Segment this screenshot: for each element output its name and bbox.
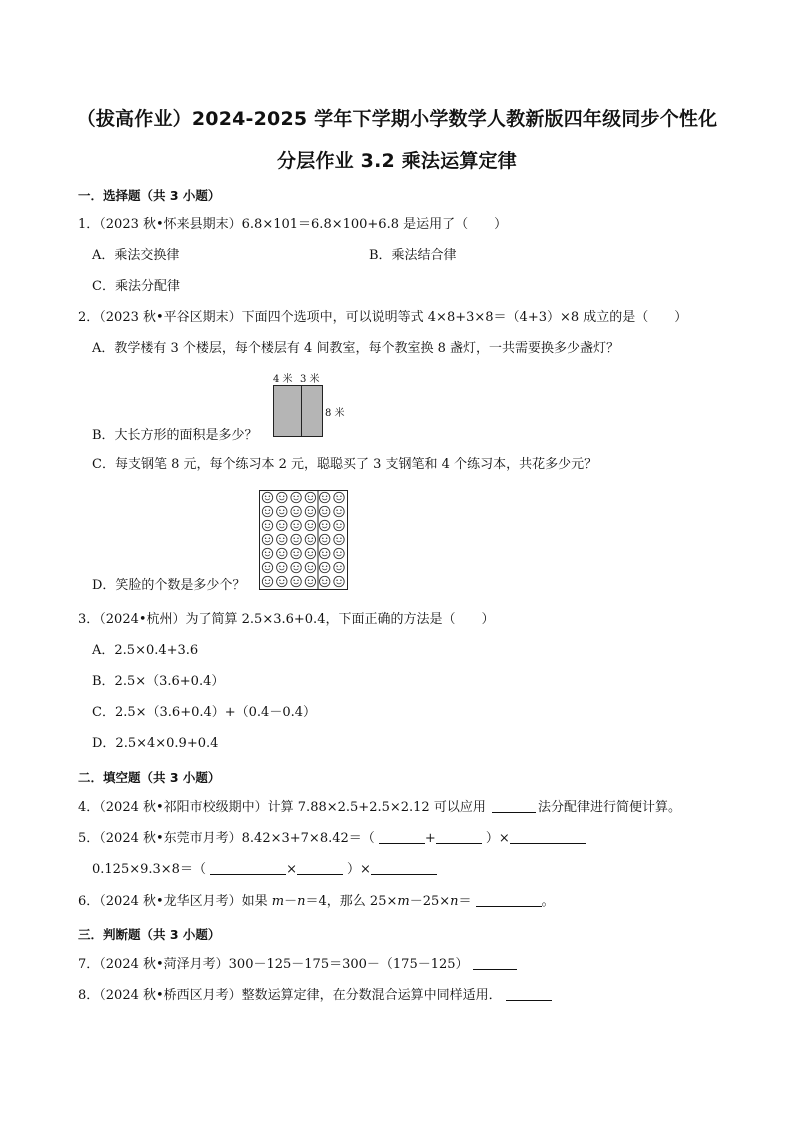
smiley-face-icon <box>334 548 344 558</box>
question-1-option-b: B．乘法结合律 <box>369 248 457 263</box>
smiley-face-icon <box>320 520 330 530</box>
question-2-option-b: B．大长方形的面积是多少？ <box>92 428 258 443</box>
question-6-var-n-2: n <box>450 894 459 909</box>
smiley-face-icon <box>305 520 315 530</box>
question-5-plus: + <box>424 831 436 846</box>
diagram-label-height-8: 8 米 <box>325 408 345 419</box>
question-3-option-d: D．2.5×4×0.9+0.4 <box>92 736 219 751</box>
question-6-equals: ＝ <box>458 894 472 909</box>
question-5-blank-5[interactable] <box>297 861 343 875</box>
rectangle-area-diagram <box>268 370 348 440</box>
smiley-grid-svg <box>259 490 348 590</box>
smiley-face-icon <box>334 576 344 586</box>
question-5-close-times-1: ）× <box>485 831 510 846</box>
smiley-face-icon <box>320 534 330 544</box>
smiley-face-icon <box>320 548 330 558</box>
smiley-face-icon <box>277 548 287 558</box>
question-5-text-2: 0.125×9.3×8＝（ <box>92 862 206 877</box>
question-2-option-c: C．每支钢笔 8 元，每个练习本 2 元，聪聪买了 3 支钢笔和 4 个练习本，共花多少元？ <box>92 457 598 472</box>
question-4-blank[interactable] <box>492 799 536 813</box>
smiley-face-icon <box>277 520 287 530</box>
question-3-option-b: B．2.5×（3.6+0.4） <box>92 674 225 689</box>
smiley-face-icon <box>291 520 301 530</box>
smiley-face-icon <box>305 548 315 558</box>
smiley-face-icon <box>291 492 301 502</box>
question-4 <box>78 799 681 816</box>
smiley-face-icon <box>262 548 272 558</box>
question-5-blank-4[interactable] <box>210 861 286 875</box>
question-6-var-m: m <box>271 894 285 909</box>
smiley-face-icon <box>320 562 330 572</box>
smiley-face-icon <box>291 562 301 572</box>
question-5-blank-3[interactable] <box>510 830 586 844</box>
smiley-grid-diagram <box>259 490 348 590</box>
smiley-face-icon <box>305 506 315 516</box>
question-1-option-c: C．乘法分配律 <box>92 279 180 294</box>
smiley-face-icon <box>320 506 330 516</box>
question-2-option-a: A．教学楼有 3 个楼层，每个楼层有 4 间教室，每个教室换 8 盏灯，一共需要换多少盏灯？ <box>92 341 619 356</box>
document-title-line1: （拔高作业）2024-2025 学年下学期小学数学人教新版四年级同步个性化 <box>76 108 718 130</box>
smiley-face-icon <box>277 506 287 516</box>
rectangle-right-part <box>301 385 323 437</box>
smiley-face-icon <box>262 492 272 502</box>
section-heading-judge: 三．判断题（共 3 小题） <box>78 927 221 942</box>
smiley-face-icon <box>277 576 287 586</box>
document-title-line2: 分层作业 3.2 乘法运算定律 <box>277 150 517 172</box>
question-6-blank[interactable] <box>476 893 542 907</box>
question-7-text: 7．（2024 秋•菏泽月考）300－125－175＝300－（175－125） <box>78 957 469 972</box>
question-5-blank-6[interactable] <box>371 861 437 875</box>
smiley-face-icon <box>320 492 330 502</box>
question-3-stem: 3．（2024•杭州）为了简算 2.5×3.6+0.4，下面正确的方法是（ ） <box>78 612 495 627</box>
smiley-face-icon <box>277 534 287 544</box>
smiley-face-icon <box>262 576 272 586</box>
question-7-blank[interactable] <box>473 956 517 970</box>
question-6 <box>78 893 555 910</box>
question-6-var-n: n <box>297 894 306 909</box>
question-5-line-1 <box>78 830 586 847</box>
question-3-option-c: C．2.5×（3.6+0.4）+（0.4－0.4） <box>92 705 316 720</box>
smiley-face-icon <box>262 562 272 572</box>
question-5-blank-1[interactable] <box>379 830 425 844</box>
question-5-blank-2[interactable] <box>436 830 482 844</box>
smiley-face-icon <box>305 562 315 572</box>
smiley-face-icon <box>334 534 344 544</box>
section-heading-choice: 一．选择题（共 3 小题） <box>78 188 221 203</box>
question-5-times: × <box>286 862 297 877</box>
smiley-face-icon <box>334 562 344 572</box>
smiley-face-icon <box>262 520 272 530</box>
question-6-text-2: ＝4，那么 25× <box>305 894 398 909</box>
question-3-option-a: A．2.5×0.4+3.6 <box>92 643 199 658</box>
smiley-face-icon <box>262 506 272 516</box>
diagram-label-width-4: 4 米 <box>273 374 293 385</box>
smiley-face-icon <box>291 548 301 558</box>
question-2-stem: 2．（2023 秋•平谷区期末）下面四个选项中，可以说明等式 4×8+3×8＝（4+3）×8 成立的是（ ） <box>78 310 688 325</box>
diagram-label-width-3: 3 米 <box>300 374 320 385</box>
smiley-face-icon <box>334 506 344 516</box>
question-6-var-m-2: m <box>397 894 410 909</box>
smiley-face-icon <box>277 562 287 572</box>
question-4-text-before: 4．（2024 秋•祁阳市校级期中）计算 7.88×2.5+2.5×2.12 可以应用 <box>78 800 486 815</box>
smiley-face-icon <box>334 520 344 530</box>
rectangle-left-part <box>273 385 302 437</box>
smiley-face-icon <box>291 576 301 586</box>
section-heading-fill: 二．填空题（共 3 小题） <box>78 770 221 785</box>
question-8 <box>78 987 552 1004</box>
question-1-option-a: A．乘法交换律 <box>92 248 180 263</box>
question-5-text-1: 5．（2024 秋•东莞市月考）8.42×3+7×8.42＝（ <box>78 831 375 846</box>
question-1-stem: 1．（2023 秋•怀来县期末）6.8×101＝6.8×100+6.8 是运用了（ ） <box>78 217 508 232</box>
question-8-blank[interactable] <box>506 987 552 1001</box>
smiley-face-icon <box>262 534 272 544</box>
smiley-face-icon <box>305 492 315 502</box>
question-7 <box>78 956 517 973</box>
question-4-text-after: 法分配律进行简便计算。 <box>537 800 681 815</box>
smiley-face-icon <box>277 492 287 502</box>
smiley-face-icon <box>291 506 301 516</box>
question-8-text: 8．（2024 秋•桥西区月考）整数运算定律，在分数混合运算中同样适用． <box>78 988 502 1003</box>
question-5-line-2 <box>92 861 437 878</box>
smiley-face-icon <box>291 534 301 544</box>
question-2-option-d: D．笑脸的个数是多少个？ <box>92 578 246 593</box>
question-6-end: 。 <box>541 894 555 909</box>
question-6-text-3: －25× <box>409 894 451 909</box>
smiley-face-icon <box>305 534 315 544</box>
smiley-face-icon <box>320 576 330 586</box>
smiley-face-icon <box>305 576 315 586</box>
question-6-minus: － <box>284 894 298 909</box>
smiley-face-icon <box>334 492 344 502</box>
question-5-close-times-2: ）× <box>347 862 371 877</box>
question-6-text-1: 6．（2024 秋•龙华区月考）如果 <box>78 894 268 909</box>
